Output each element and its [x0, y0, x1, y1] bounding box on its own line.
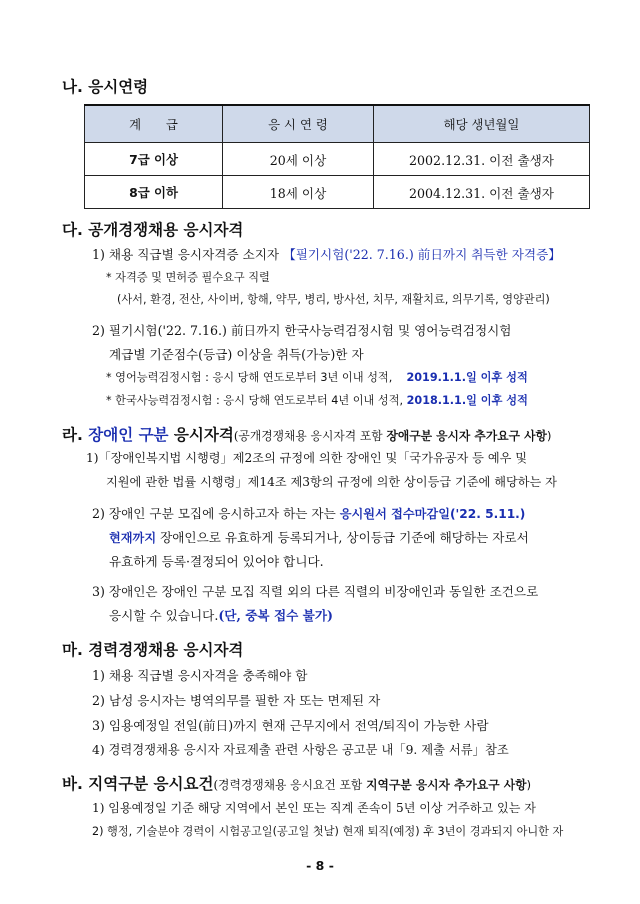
disability-item-3b	[109, 605, 333, 624]
table-header-row	[85, 105, 590, 143]
open-item-1-highlight: 【필기시험('22. 7.16.) 前日까지 취득한 자격증】	[283, 247, 561, 262]
birth-cell: 2004.12.31. 이전 출생자	[374, 176, 590, 209]
english-note	[106, 369, 528, 385]
region-item-2: 2) 행정, 기술분야 경력이 시험공고일(공고일 첫날) 현재 퇴직(예정) 후 3년이 경과되지 아니한 자	[92, 825, 564, 838]
deadline-until: 현재까지	[109, 531, 157, 545]
open-item-2b: 계급별 기준점수(등급) 이상을 취득(가능)한 자	[109, 347, 364, 362]
page-number: - 8 -	[306, 858, 334, 873]
age-cell: 18세 이상	[223, 176, 374, 209]
career-item-2: 2) 남성 응시자는 병역의무를 필한 자 또는 면제된 자	[92, 693, 381, 708]
disability-item-3b-text: 응시할 수 있습니다.	[109, 608, 219, 623]
disability-item-2a	[92, 503, 525, 522]
section-title-open-recruit: 다. 공개경쟁채용 응시자격	[62, 221, 244, 239]
disability-item-2b-text: 장애인으로 유효하게 등록되거나, 상이등급 기준에 해당하는 자로서	[156, 530, 529, 545]
header-birth: 해당 생년월일	[374, 105, 590, 143]
age-table	[84, 104, 590, 209]
table-row	[85, 143, 590, 176]
disability-item-1a: 1)「장애인복지법 시행령」제2조의 규정에 의한 장애인 및「국가유공자 등 예우 및	[86, 451, 528, 465]
section-subtitle-close: )	[546, 429, 552, 443]
open-item-1	[92, 244, 561, 263]
disability-keyword: 장애인 구분	[88, 426, 169, 444]
career-item-1: 1) 채용 직급별 응시자격을 충족해야 함	[92, 668, 308, 683]
region-subtitle-close: )	[526, 778, 532, 792]
disability-item-2c: 유효하게 등록·결정되어 있어야 합니다.	[109, 554, 324, 569]
disability-item-3a: 3) 장애인은 장애인 구분 모집 직렬 외의 다른 직렬의 비장애인과 동일한 조건으로	[92, 584, 539, 599]
section-subtitle-bold: 장애구분 응시자 추가요구 사항	[386, 429, 547, 443]
section-title-region	[62, 772, 531, 794]
license-note: * 자격증 및 면허증 필수요구 직렬	[106, 271, 270, 284]
section-title-suffix: 응시자격	[168, 426, 234, 444]
disability-item-1b: 지원에 관한 법률 시행령」제14조 제3항의 규정에 의한 상이등급 기준에 해당하는 자	[106, 475, 557, 489]
header-age: 응 시 연 령	[223, 105, 374, 143]
application-deadline: 응시원서 접수마감일('22. 5.11.)	[339, 507, 526, 521]
disability-item-2b	[109, 527, 529, 546]
header-grade: 계 급	[85, 105, 223, 143]
grade-cell: 8급 이하	[85, 176, 223, 209]
section-title-disability	[62, 423, 552, 445]
career-item-4: 4) 경력경쟁채용 응시자 자료제출 관련 사항은 공고문 내「9. 제출 서류」참조	[92, 743, 509, 757]
history-note-text: * 한국사능력검정시험 : 응시 당해 연도로부터 4년 이내 성적,	[106, 394, 404, 407]
region-subtitle-bold: 지역구분 응시자 추가요구 사항	[366, 778, 527, 792]
region-item-1: 1) 임용예정일 기준 해당 지역에서 본인 또는 직계 존속이 5년 이상 거주하고 있는 자	[92, 801, 536, 815]
section-title-region-text: 바. 지역구분 응시요건	[62, 775, 214, 793]
grade-cell: 7급 이상	[85, 143, 223, 176]
open-item-1-text: 1) 채용 직급별 응시자격증 소지자	[92, 247, 284, 262]
open-item-2a: 2) 필기시험('22. 7.16.) 前日까지 한국사능력검정시험 및 영어능력검정시험	[92, 323, 512, 338]
section-title-career-recruit: 마. 경력경쟁채용 응시자격	[62, 641, 244, 659]
table-row	[85, 176, 590, 209]
career-item-3: 3) 임용예정일 전일(前日)까지 현재 근무지에서 전역/퇴직이 가능한 사람	[92, 718, 489, 733]
disability-item-2a-text: 2) 장애인 구분 모집에 응시하고자 하는 자는	[92, 506, 340, 521]
english-note-highlight: 2019.1.1.일 이후 성적	[406, 371, 528, 384]
region-subtitle: (경력경쟁채용 응시요건 포함	[213, 778, 367, 792]
age-cell: 20세 이상	[223, 143, 374, 176]
section-title-age: 나. 응시연령	[62, 78, 149, 96]
section-subtitle: (공개경쟁채용 응시자격 포함	[233, 429, 387, 443]
english-note-text: * 영어능력검정시험 : 응시 당해 연도로부터 3년 이내 성적,	[106, 371, 393, 384]
section-title-prefix: 라.	[62, 426, 89, 444]
license-list: (사서, 환경, 전산, 사이버, 항해, 약무, 병리, 방사선, 치무, 재활치료, 의무기록, 영양관리)	[117, 293, 550, 306]
history-note	[106, 392, 528, 408]
history-note-highlight: 2018.1.1.일 이후 성적	[406, 394, 528, 407]
birth-cell: 2002.12.31. 이전 출생자	[374, 143, 590, 176]
no-duplicate-note: (단, 중복 접수 불가)	[218, 608, 333, 623]
